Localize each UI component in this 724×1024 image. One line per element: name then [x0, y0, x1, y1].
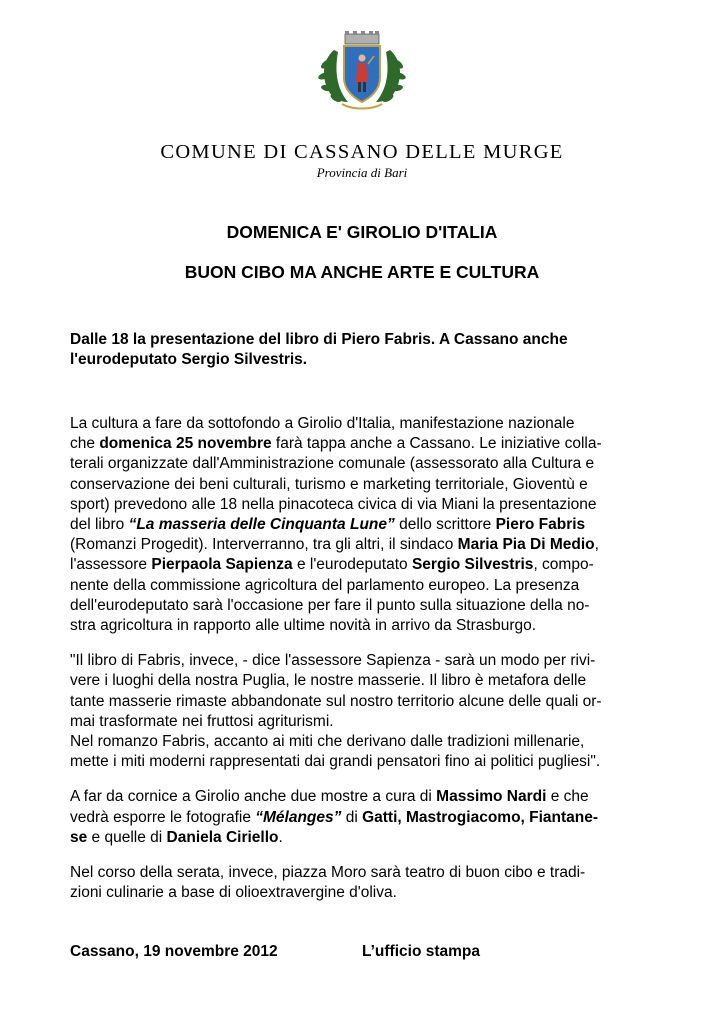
text-run: stra agricoltura in rapporto alle ultime novità in arrivo da Strasburgo.	[70, 617, 537, 635]
article-line	[70, 515, 650, 535]
text-run: mai trasformate nei fruttosi agriturismi.	[70, 712, 334, 730]
text-run: e l'eurodeputato	[292, 556, 412, 574]
bold-text: “La masseria delle Cinquanta Lune”	[128, 516, 395, 534]
article-line	[70, 596, 650, 616]
lead-paragraph	[70, 330, 630, 370]
bold-text: Piero Fabris	[495, 516, 586, 534]
text-run: vere i luoghi della nostra Puglia, le nostre masserie. Il libro è metafora delle	[70, 672, 587, 690]
text-run: zioni culinarie a base di olioextravergine d'oliva.	[70, 884, 397, 902]
article-line	[70, 863, 650, 883]
text-run: di	[341, 808, 363, 826]
text-run: conservazione dei beni culturali, turismo e marketing territoriale, Gioventù e	[70, 475, 588, 493]
text-run: mette i miti moderni rappresentati dai grandi pensatori fino ai politici pugliesi".	[70, 753, 601, 771]
signature-office: L’ufficio stampa	[362, 943, 480, 960]
text-run: terali organizzate dall'Amministrazione comunale (assessorato alla Cultura e	[70, 455, 595, 473]
text-run: che	[70, 435, 100, 453]
bold-text: Gatti, Mastrogiacomo, Fiantane-	[362, 808, 599, 826]
lead-line: l'eurodeputato Sergio Silvestris.	[70, 351, 308, 368]
article-line	[70, 692, 650, 712]
article-line	[70, 732, 650, 752]
text-run: vedrà esporre le fotografie	[70, 808, 256, 826]
article-paragraph	[70, 414, 650, 636]
article-line	[70, 535, 650, 555]
article-line	[70, 434, 650, 454]
signature-date: Cassano, 19 novembre 2012	[70, 943, 278, 960]
text-run: A far da cornice a Girolio anche due mostre a cura di	[70, 788, 437, 806]
article-body	[70, 414, 650, 918]
lead-line: Dalle 18 la presentazione del libro di Piero Fabris. A Cassano anche	[70, 331, 568, 348]
text-run: ,	[594, 536, 599, 554]
text-run: tante masserie rimaste abbandonate sul nostro territorio alcune delle quali or-	[70, 692, 602, 710]
province-label: Provincia di Bari	[316, 165, 408, 180]
bold-text: Daniela Ciriello	[166, 828, 279, 846]
text-run: Nel corso della serata, invece, piazza Moro sarà teatro di buon cibo e tradi-	[70, 864, 586, 882]
text-run: e che	[546, 788, 589, 806]
article-paragraph	[70, 651, 650, 772]
article-line	[70, 651, 650, 671]
article-line	[70, 454, 650, 474]
text-run: e quelle di	[87, 828, 167, 846]
bold-text: domenica 25 novembre	[99, 435, 272, 453]
text-run: l'assessore	[70, 556, 152, 574]
article-line	[70, 495, 650, 515]
text-run: La cultura a fare da sottofondo a Girolio d'Italia, manifestazione nazionale	[70, 415, 575, 432]
text-run: .	[278, 828, 283, 846]
bold-text: Sergio Silvestris	[411, 556, 534, 574]
article-paragraph	[70, 787, 650, 848]
article-line	[70, 475, 650, 495]
article-paragraph	[70, 863, 650, 903]
article-line	[70, 414, 650, 434]
article-line	[70, 787, 650, 807]
article-line	[70, 616, 650, 636]
text-run: dell'eurodeputato sarà l'occasione per fare il punto sulla situazione della no-	[70, 596, 590, 614]
article-line	[70, 576, 650, 596]
article-line	[70, 712, 650, 732]
bold-text: “Mélanges”	[255, 808, 342, 826]
bold-text: se	[70, 828, 88, 846]
article-line	[70, 671, 650, 691]
text-run: dello scrittore	[394, 516, 496, 534]
coat-of-arms-icon	[312, 30, 412, 112]
article-line	[70, 883, 650, 903]
article-line	[70, 828, 650, 848]
municipality-name: COMUNE DI CASSANO DELLE MURGE	[160, 141, 564, 163]
article-line	[70, 752, 650, 772]
text-run: nente della commissione agricoltura del parlamento europeo. La presenza	[70, 576, 580, 594]
bold-text: Massimo Nardi	[436, 788, 547, 806]
text-run: Nel romanzo Fabris, accanto ai miti che derivano dalle tradizioni millenarie,	[70, 733, 585, 751]
headline-subtitle: BUON CIBO MA ANCHE ARTE E CULTURA	[184, 262, 540, 282]
text-run: "Il libro di Fabris, invece, - dice l'assessore Sapienza - sarà un modo per rivi-	[70, 652, 596, 670]
text-run: (Romanzi Progedit). Interverranno, tra gli altri, il sindaco	[70, 536, 458, 554]
bold-text: Pierpaola Sapienza	[151, 556, 293, 574]
text-run: del libro	[70, 516, 129, 534]
text-run: sport) prevedono alle 18 nella pinacoteca civica di via Miani la presentazione	[70, 495, 597, 513]
headline-title: DOMENICA E' GIROLIO D'ITALIA	[226, 222, 498, 242]
article-line	[70, 808, 650, 828]
text-run: farà tappa anche a Cassano. Le iniziative colla-	[271, 435, 602, 453]
bold-text: Maria Pia Di Medio	[457, 536, 595, 554]
article-line	[70, 555, 650, 575]
text-run: , compo-	[533, 556, 594, 574]
